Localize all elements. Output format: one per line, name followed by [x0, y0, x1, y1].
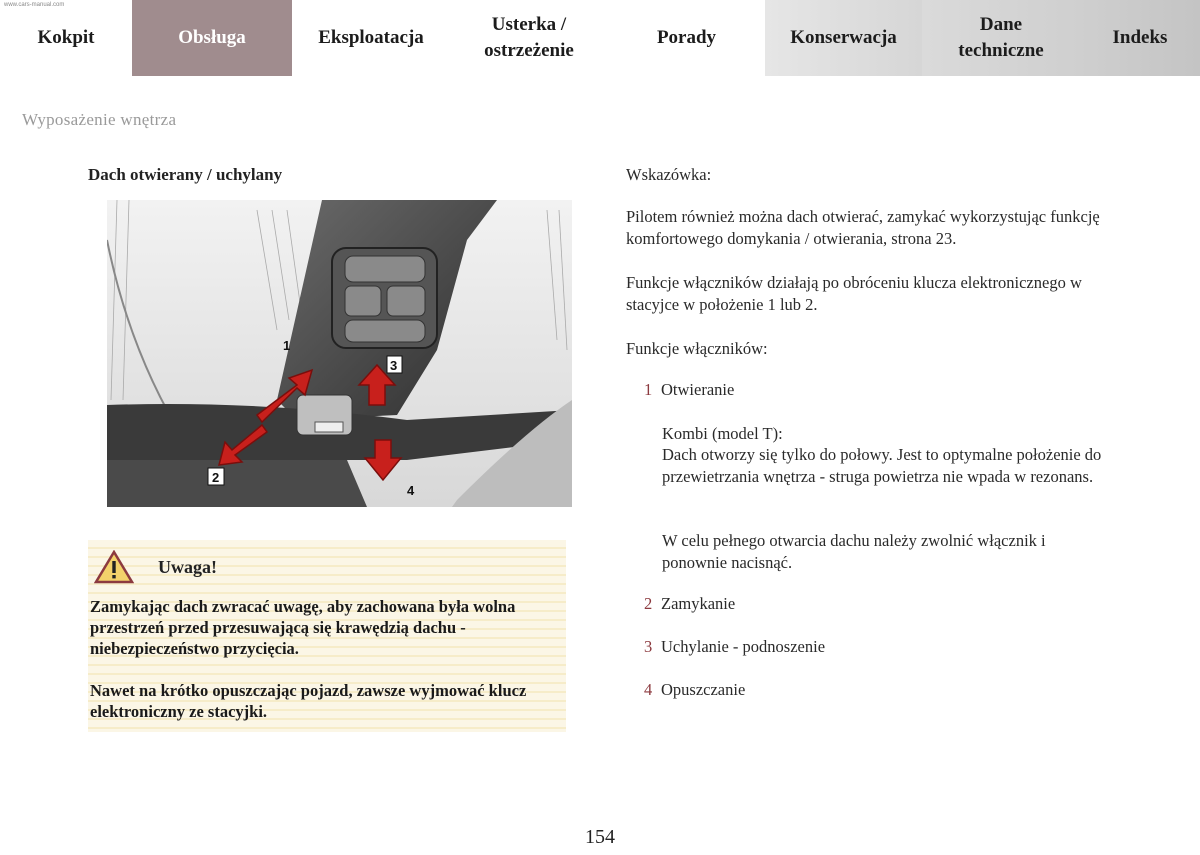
switch-bottom: [345, 320, 425, 342]
roof-switch-key: [315, 422, 343, 432]
tab-kokpit[interactable]: [0, 0, 132, 76]
full-open-text: W celu pełnego otwarcia dachu należy zwolnić włącznik i ponownie nacisnąć.: [662, 531, 1046, 572]
tab-dane-techniczne[interactable]: [922, 0, 1080, 76]
callout-3: 3: [390, 358, 398, 373]
warning-title: Uwaga!: [158, 556, 217, 577]
item-number: 3: [644, 637, 653, 656]
switch-right: [387, 286, 425, 316]
note-paragraph-key: Funkcje włączników działają po obróceniu klucza elektronicznego w stacyjce w położenie 1 lub 2.: [626, 273, 1082, 314]
callout-2: 2: [212, 470, 220, 485]
item-label: Otwieranie: [661, 380, 735, 399]
functions-label: Funkcje włączników:: [626, 339, 768, 358]
switch-left: [345, 286, 381, 316]
item-number: 1: [644, 380, 653, 399]
warning-paragraph-2: Nawet na krótko opuszczając pojazd, zawsze wyjmować klucz elektroniczny ze stacyjki.: [90, 681, 527, 721]
page-number: 154: [585, 826, 615, 848]
tab-porady[interactable]: [608, 0, 765, 76]
warning-triangle-icon: [94, 550, 134, 584]
function-item-2: [644, 593, 735, 615]
illustration-svg: [107, 200, 572, 507]
note-label: Wskazówka:: [626, 165, 712, 184]
tab-label: Konserwacja: [790, 27, 897, 48]
top-nav: [0, 0, 1200, 76]
warning-paragraph-1: Zamykając dach zwracać uwagę, aby zachowana była wolna przestrzeń przed przesuwającą się krawędzią dachu - niebezpieczeństwo przycięcia.: [90, 597, 516, 658]
item-label: Zamykanie: [661, 594, 736, 613]
note-paragraph-remote: Pilotem również można dach otwierać, zamykać wykorzystując funkcję komfortowego domykania / otwierania, strona 23.: [626, 207, 1100, 248]
tab-label: Indeks: [1112, 27, 1168, 48]
tab-label: Dane techniczne: [958, 14, 1044, 61]
tab-obsluga[interactable]: [132, 0, 292, 76]
warning-box: [88, 540, 566, 732]
tab-label: Eksploatacja: [318, 27, 424, 48]
tab-konserwacja[interactable]: [765, 0, 922, 76]
function-item-4: [644, 679, 745, 701]
warning-header: [94, 550, 217, 584]
section-header: Wyposażenie wnętrza: [22, 110, 177, 129]
corner-watermark: www.cars-manual.com: [4, 2, 65, 8]
tab-label: Obsługa: [178, 27, 246, 48]
tab-label: Usterka / ostrzeżenie: [484, 14, 574, 61]
kombi-text: Dach otworzy się tylko do połowy. Jest to optymalne położenie do przewietrzania wnętrza - struga powietrza nie wpada w rezonans.: [662, 445, 1102, 486]
callout-4: 4: [407, 483, 415, 498]
item-label: Uchylanie - podnoszenie: [661, 637, 826, 656]
subheading: Dach otwierany / uchylany: [88, 165, 283, 184]
callout-1: 1: [283, 338, 291, 353]
tab-label: Porady: [656, 27, 717, 48]
tab-usterka-ostrzezenie[interactable]: [450, 0, 608, 76]
kombi-label: Kombi (model T):: [662, 424, 783, 443]
tab-label: Kokpit: [37, 27, 95, 48]
function-item-3: [644, 636, 825, 658]
roof-switch-illustration: [107, 200, 572, 507]
item-number: 4: [644, 680, 653, 699]
lower-panel: [107, 460, 367, 507]
tab-indeks[interactable]: [1080, 0, 1200, 76]
item-number: 2: [644, 594, 653, 613]
tab-eksploatacja[interactable]: [292, 0, 450, 76]
function-item-1: [644, 379, 734, 401]
switch-top: [345, 256, 425, 282]
item-label: Opuszczanie: [661, 680, 746, 699]
